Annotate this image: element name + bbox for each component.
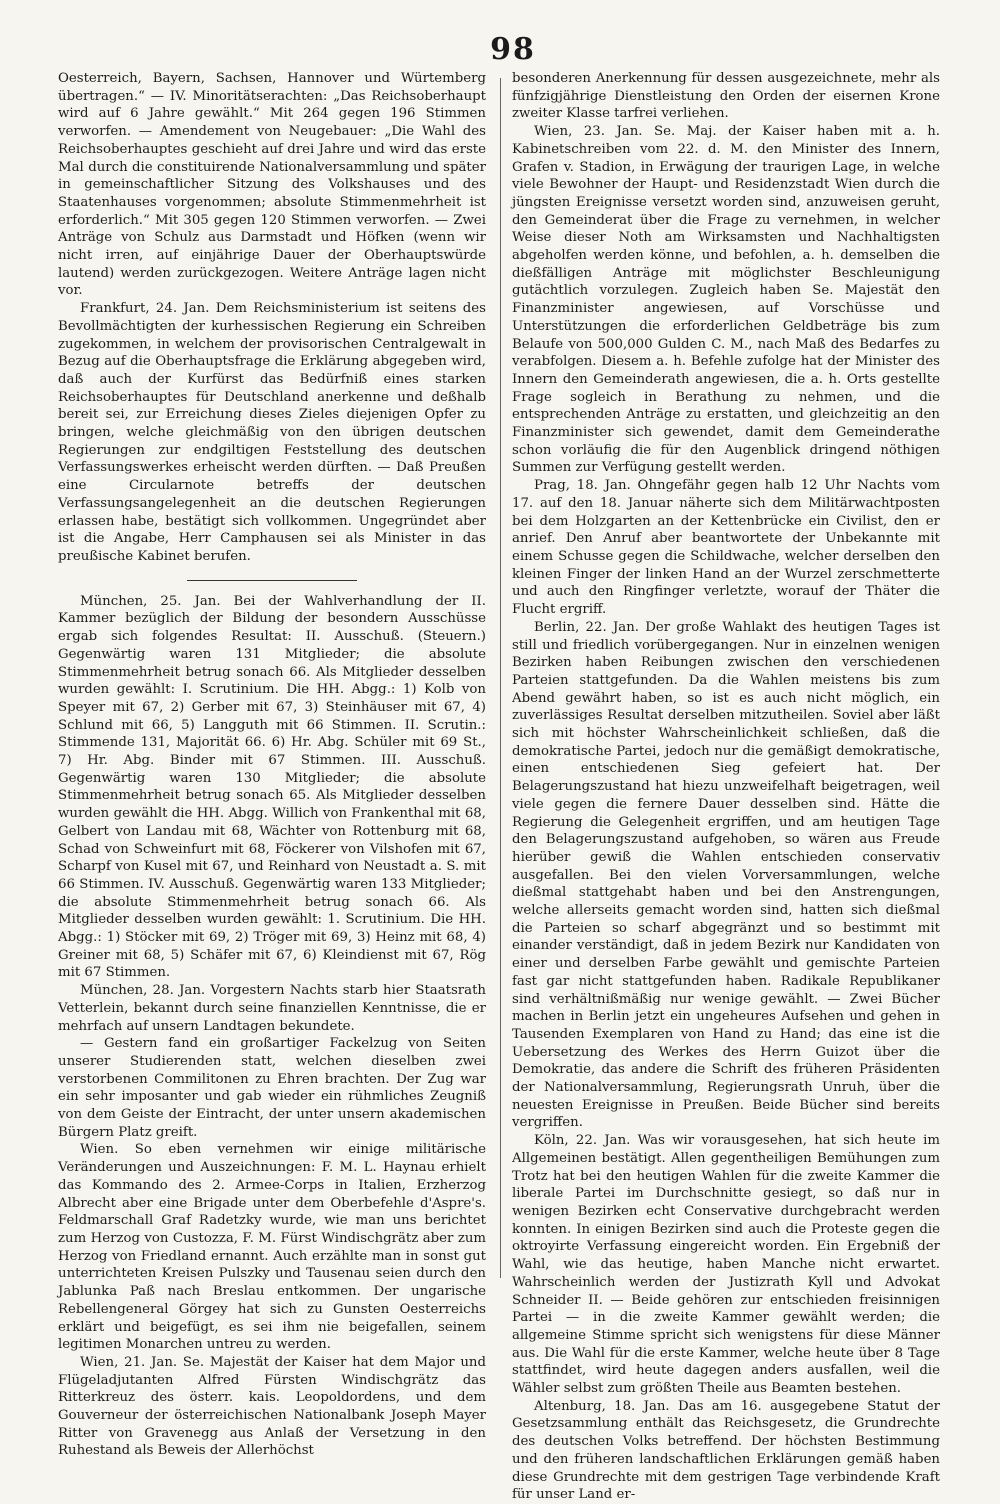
article-fackelzug: — Gestern fand ein großartiger Fackelzug von Seiten unserer Studierenden statt, welchen dieselben zwei verstorbenen Commilitonen zu Ehren brachten. Der Zug war ein sehr imposanter und gab wieder ein rühmliches Zeugniß von dem Geiste der Eintracht, der unter unsern akademischen Bürgern Platz greift. — [58, 1036, 486, 1140]
article-koeln: Köln, 22. Jan. Was wir vorausgesehen, hat sich heute im Allgemeinen bestätigt. Allen gegentheiligen Bemühungen zum Trotz hat bei den heutigen Wahlen für die zweite Kammer die liberale Partei im Durchschnitte gesiegt, so daß nur in wenigen Bezirken echt Conservative durchgebracht werden konnten. In einigen Bezirken sind auch die Proteste gegen die oktroyirte Verfassung eingereicht worden. Ein Ergebniß der Wahl, wie das heutige, haben Manche nicht erwartet. Wahrscheinlich werden der Justizrath Kyll und Advokat Schneider II. — Beide gehören zur entschieden freisinnigen Partei — in die zweite Kammer gewählt werden; die allgemeine Stimme spricht sich wenigstens für diese Männer aus. Die Wahl für die erste Kammer, welche heute über 8 Tage stattfindet, wird heute dagegen anders ausfallen, weil die Wähler selbst zum größten Theile aus Beamten bestehen. — [512, 1133, 940, 1397]
section-divider — [187, 580, 357, 581]
page-number: 98 — [490, 32, 536, 67]
left-column — [58, 70, 486, 1459]
article-paragraph: Oesterreich, Bayern, Sachsen, Hannover und Würtemberg übertragen.“ — IV. Minoritätserachten: „Das Reichsoberhaupt wird auf 6 Jahre gewählt.“ Mit 264 gegen 196 Stimmen verworfen. — Amendement von Neugebauer: „Die Wahl des Reichsoberhauptes geschieht auf drei Jahre und wird das erste Mal durch die constituirende Nationalversammlung und später in gemeinschaftlicher Sitzung des Volkshauses und des Staatenhauses vorgenommen; absolute Stimmenmehrheit ist erforderlich.“ Mit 305 gegen 120 Stimmen verworfen. — Zwei Anträge von Schulz aus Darmstadt und Höfken (wenn wir nicht irren, auf einjährige Dauer der Oberhauptswürde lautend) werden zurückgezogen. Weitere Anträge lagen nicht vor. — [58, 71, 486, 299]
article-wien-21: Wien, 21. Jan. Se. Majestät der Kaiser hat dem Major und Flügeladjutanten Alfred Fürsten Windischgrätz das Ritterkreuz des österr. kais. Leopoldordens, und dem Gouverneur der österreichischen Nationalbank Joseph Mayer Ritter von Gravenegg aus Anlaß der Versetzung in den Ruhestand als Beweis der Allerhöchst — [58, 1354, 486, 1459]
article-frankfurt: Frankfurt, 24. Jan. Dem Reichsministerium ist seitens des Bevollmächtigten der kurhessischen Regierung ein Schreiben zugekommen, in welchem der provisorischen Centralgewalt in Bezug auf die Oberhauptsfrage die Erklärung abgegeben wird, daß auch der Kurfürst das Bedürfniß eines starken Reichsoberhauptes für Deutschland anerkenne und deßhalb bereit sei, zur Erreichung dieses Zieles diejenigen Opfer zu bringen, welche gleichmäßig von den übrigen deutschen Regierungen zur endgiltigen Feststellung des deutschen Verfassungswerkes erheischt werden dürften. — Daß Preußen eine Circularnote betreffs der deutschen Verfassungsangelegenheit an die deutschen Regierungen erlassen habe, bestätigt sich vollkommen. Ungegründet aber ist die Angabe, Herr Camphausen sei als Minister in das preußische Kabinet berufen. — [58, 301, 486, 564]
article-muenchen-28: München, 28. Jan. Vorgestern Nachts starb hier Staatsrath Vetterlein, bekannt durch seine finanziellen Kenntnisse, die er mehrfach auf unsern Landtagen bekundete. — [58, 983, 486, 1034]
article-wien: Wien. So eben vernehmen wir einige militärische Veränderungen und Auszeichnungen: F. M. L. Haynau erhielt das Kommando des 2. Armee-Corps in Italien, Erzherzog Albrecht aber eine Brigade unter dem Oberbefehle d'Aspre's. Feldmarschall Graf Radetzky wurde, wie man uns berichtet zum Herzog von Custozza, F. M. Fürst Windischgrätz aber zum Herzog von Friedland ernannt. Auch erzählte man in sonst gut unterrichteten Kreisen Pulszky und Tausenau seien durch den Jablunka Paß nach Breslau entkommen. Der ungarische Rebellengeneral Görgey hat sich zu Gunsten Oesterreichs erklärt und beigefügt, es sei ihm nie beigefallen, seinem legitimen Monarchen untreu zu werden. — [58, 1142, 486, 1353]
article-wien-23: Wien, 23. Jan. Se. Maj. der Kaiser haben mit a. h. Kabinetschreiben vom 22. d. M. den Minister des Innern, Grafen v. Stadion, in Erwägung der traurigen Lage, in welche viele Bewohner der Haupt- und Residenzstadt Wien durch die jüngsten Ereignisse versetzt worden sind, anzuweisen geruht, den Gemeinderat über die Frage zu vernehmen, in welcher Weise dieser Noth am Wirksamsten und Nachhaltigsten abgeholfen werden könne, und befohlen, a. h. demselben die dießfälligen Anträge mit möglichster Beschleunigung gutächtlich vorzulegen. Zugleich haben Se. Majestät den Finanzminister angewiesen, auf Vorschüsse und Unterstützungen die erforderlichen Geldbeträge bis zum Belaufe von 500,000 Gulden C. M., nach Maß des Bedarfes zu verabfolgen. Diesem a. h. Befehle zufolge hat der Minister des Innern den Gemeinderath angewiesen, die a. h. Orts gestellte Frage sogleich in Berathung zu nehmen, und die entsprechenden Anträge zu erstatten, und gleichzeitig an den Finanzminister sich gewendet, damit dem Gemeinderathe schon vorläufig die für den Augenblick dringend nöthigen Summen zur Verfügung gestellt werden. — [512, 124, 940, 476]
article-altenburg: Altenburg, 18. Jan. Das am 16. ausgegebene Statut der Gesetzsammlung enthält das Reichsgesetz, die Grundrechte des deutschen Volks betreffend. Der höchsten Bestimmung und den früheren landschaftlichen Erklärungen gemäß haben diese Grundrechte mit dem gestrigen Tage verbindende Kraft für unser Land er- — [512, 1398, 940, 1503]
article-continuation: besonderen Anerkennung für dessen ausgezeichnete, mehr als fünfzigjährige Dienstleistung den Orden der eisernen Krone zweiter Klasse tarfrei verliehen. — [512, 71, 940, 122]
article-berlin: Berlin, 22. Jan. Der große Wahlakt des heutigen Tages ist still und friedlich vorübergegangen. Nur in einzelnen wenigen Bezirken haben Reibungen zwischen den verschiedenen Parteien stattgefunden. Da die Wahlen meistens bis zum Abend gewährt haben, so ist es auch nicht möglich, ein zuverlässiges Resultat derselben mitzutheilen. Soviel aber läßt sich mit höchster Wahrscheinlichkeit schließen, daß die demokratische Partei, jedoch nur die gemäßigt demokratische, einen entschiedenen Sieg gefeiert hat. Der Belagerungszustand hat hiezu unzweifelhaft beigetragen, weil viele gegen die fernere Dauer desselben sind. Hätte die Regierung die Gelegenheit ergriffen, und am heutigen Tage den Belagerungszustand aufgehoben, so wären aus Freude hierüber gewiß die Wahlen entschieden conservativ ausgefallen. Bei den vielen Vorversammlungen, welche dießmal stattgehabt haben und bei den Anstrengungen, welche allerseits gemacht worden sind, hatten sich dießmal die Parteien so scharf abgegränzt und so bestimmt mit einander verständigt, daß in jedem Bezirk nur Kandidaten von einer und derselben Farbe gewählt und gemischte Parteien fast gar nicht stattgefunden haben. Radikale Republikaner sind verhältnißmäßig nur wenige gewählt. — Zwei Bücher machen in Berlin jetzt ein ungeheures Aufsehen und gehen in Tausenden Exemplaren von Hand zu Hand; das eine ist die Uebersetzung des Werkes des Herrn Guizot über die Demokratie, das andere die Schrift des früheren Präsidenten der Nationalversammlung, Regierungsrath Unruh, über die neuesten Ereignisse in Preußen. Beide Bücher sind bereits vergriffen. — [512, 619, 940, 1131]
right-column — [512, 70, 940, 1503]
article-muenchen-25: München, 25. Jan. Bei der Wahlverhandlung der II. Kammer bezüglich der Bildung der besondern Ausschüsse ergab sich folgendes Resultat: II. Ausschuß. (Steuern.) Gegenwärtig waren 131 Mitglieder; die absolute Stimmenmehrheit betrug sonach 66. Als Mitglieder desselben wurden gewählt: I. Scrutinium. Die HH. Abgg.: 1) Kolb von Speyer mit 67, 2) Gerber mit 67, 3) Steinhäuser mit 67, 4) Schlund mit 66, 5) Langguth mit 66 Stimmen. II. Scrutin.: Stimmende 131, Majorität 66. 6) Hr. Abg. Schüler mit 69 St., 7) Hr. Abg. Binder mit 67 Stimmen. III. Ausschuß. Gegenwärtig waren 130 Mitglieder; die absolute Stimmenmehrheit betrug sonach 65. Als Mitglieder desselben wurden gewählt die HH. Abgg. Willich von Frankenthal mit 68, Gelbert von Landau mit 68, Wächter von Rottenburg mit 68, Schad von Schweinfurt mit 68, Föckerer von Vilshofen mit 67, Scharpf von Kusel mit 67, und Reinhard von Neustadt a. S. mit 66 Stimmen. IV. Ausschuß. Gegenwärtig waren 133 Mitglieder; die absolute Stimmenmehrheit betrug sonach 66. Als Mitglieder desselben wurden gewählt: 1. Scrutinium. Die HH. Abgg.: 1) Stöcker mit 69, 2) Tröger mit 69, 3) Heinz mit 68, 4) Greiner mit 68, 5) Schäfer mit 67, 6) Kleindienst mit 67, Rög mit 67 Stimmen. — [58, 593, 486, 981]
article-prag: Prag, 18. Jan. Ohngefähr gegen halb 12 Uhr Nachts vom 17. auf den 18. Januar näherte sich dem Militärwachtposten bei dem Holzgarten an der Kettenbrücke ein Civilist, den er anrief. Den Anruf aber beantwortete der Unbekannte mit einem Schusse gegen die Schildwache, welcher derselben den kleinen Finger der linken Hand an der Wurzel zerschmetterte und auch den Ringfinger verletzte, worauf der Thäter die Flucht ergriff. — [512, 478, 940, 618]
column-divider — [500, 78, 501, 1278]
